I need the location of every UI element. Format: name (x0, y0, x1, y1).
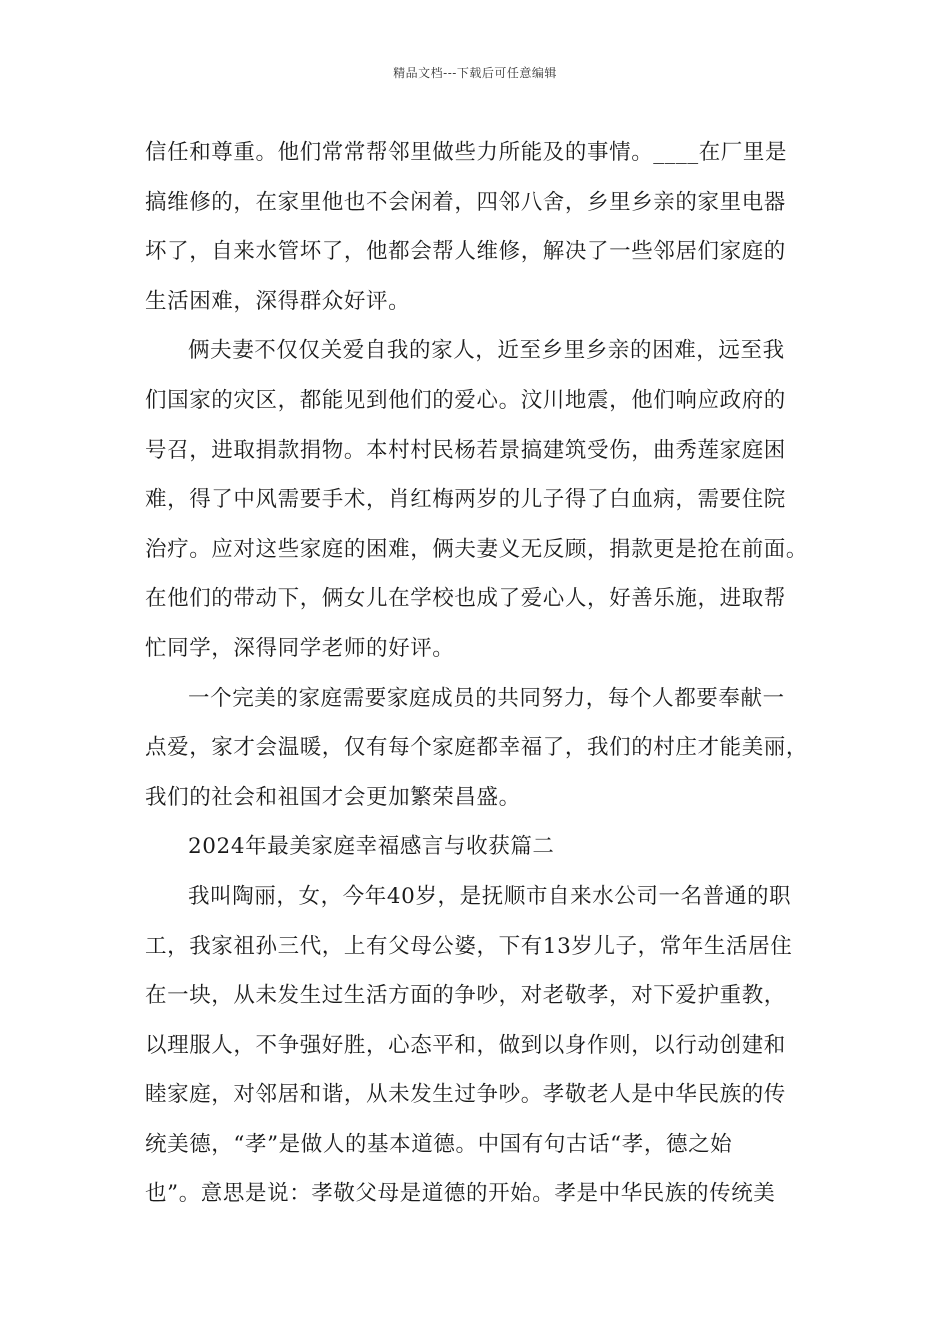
text-line: 睦家庭，对邻居和谐，从未发生过争吵。孝敬老人是中华民族的传 (145, 1082, 786, 1108)
text-line: 忙同学，深得同学老师的好评。 (145, 635, 455, 661)
paragraph-start-line: 我叫陶丽，女，今年40岁，是抚顺市自来水公司一名普通的职 (188, 883, 792, 909)
text-line: 坏了，自来水管坏了，他都会帮人维修，解决了一些邻居们家庭的 (145, 239, 786, 265)
paragraph-start-line: 一个完美的家庭需要家庭成员的共同努力，每个人都要奉献一 (188, 685, 785, 711)
text-line: 统美德，“孝”是做人的基本道德。中国有句古话“孝，德之始 (145, 1131, 733, 1157)
text-line: 在他们的带动下，俩女儿在学校也成了爱心人，好善乐施，进取帮 (145, 586, 786, 612)
text-line: 在一块，从未发生过生活方面的争吵，对老敬孝，对下爱护重教， (145, 983, 786, 1009)
text-line: 治疗。应对这些家庭的困难，俩夫妻义无反顾，捐款更是抢在前面。 (145, 536, 809, 562)
text-line: 生活困难，深得群众好评。 (145, 288, 411, 314)
document-body (145, 128, 810, 1219)
text-line: 信任和尊重。他们常常帮邻里做些力所能及的事情。____在厂里是 (145, 140, 788, 165)
section-heading: 2024年最美家庭幸福感言与收获篇二 (188, 834, 555, 860)
text-line: 号召，进取捐款捐物。本村村民杨若景搞建筑受伤，曲秀莲家庭困 (145, 437, 786, 463)
text-line: 点爱，家才会温暖，仅有每个家庭都幸福了，我们的村庄才能美丽， (145, 735, 809, 761)
text-line: 也”。意思是说：孝敬父母是道德的开始。孝是中华民族的传统美 (145, 1181, 776, 1207)
text-line: 工，我家祖孙三代，上有父母公婆，下有13岁儿子，常年生活居住 (145, 933, 793, 959)
page-header: 精品文档---下载后可任意编辑 (393, 66, 557, 80)
text-line: 搞维修的，在家里他也不会闲着，四邻八舍，乡里乡亲的家里电器 (145, 189, 786, 215)
text-line: 难，得了中风需要手术，肖红梅两岁的儿子得了白血病，需要住院 (145, 487, 786, 513)
text-line: 以理服人，不争强好胜，心态平和，做到以身作则，以行动创建和 (145, 1032, 786, 1058)
paragraph-start-line: 俩夫妻不仅仅关爱自我的家人，近至乡里乡亲的困难，远至我 (188, 338, 785, 364)
text-line: 我们的社会和祖国才会更加繁荣昌盛。 (145, 784, 521, 810)
text-line: 们国家的灾区，都能见到他们的爱心。汶川地震，他们响应政府的 (145, 387, 786, 413)
